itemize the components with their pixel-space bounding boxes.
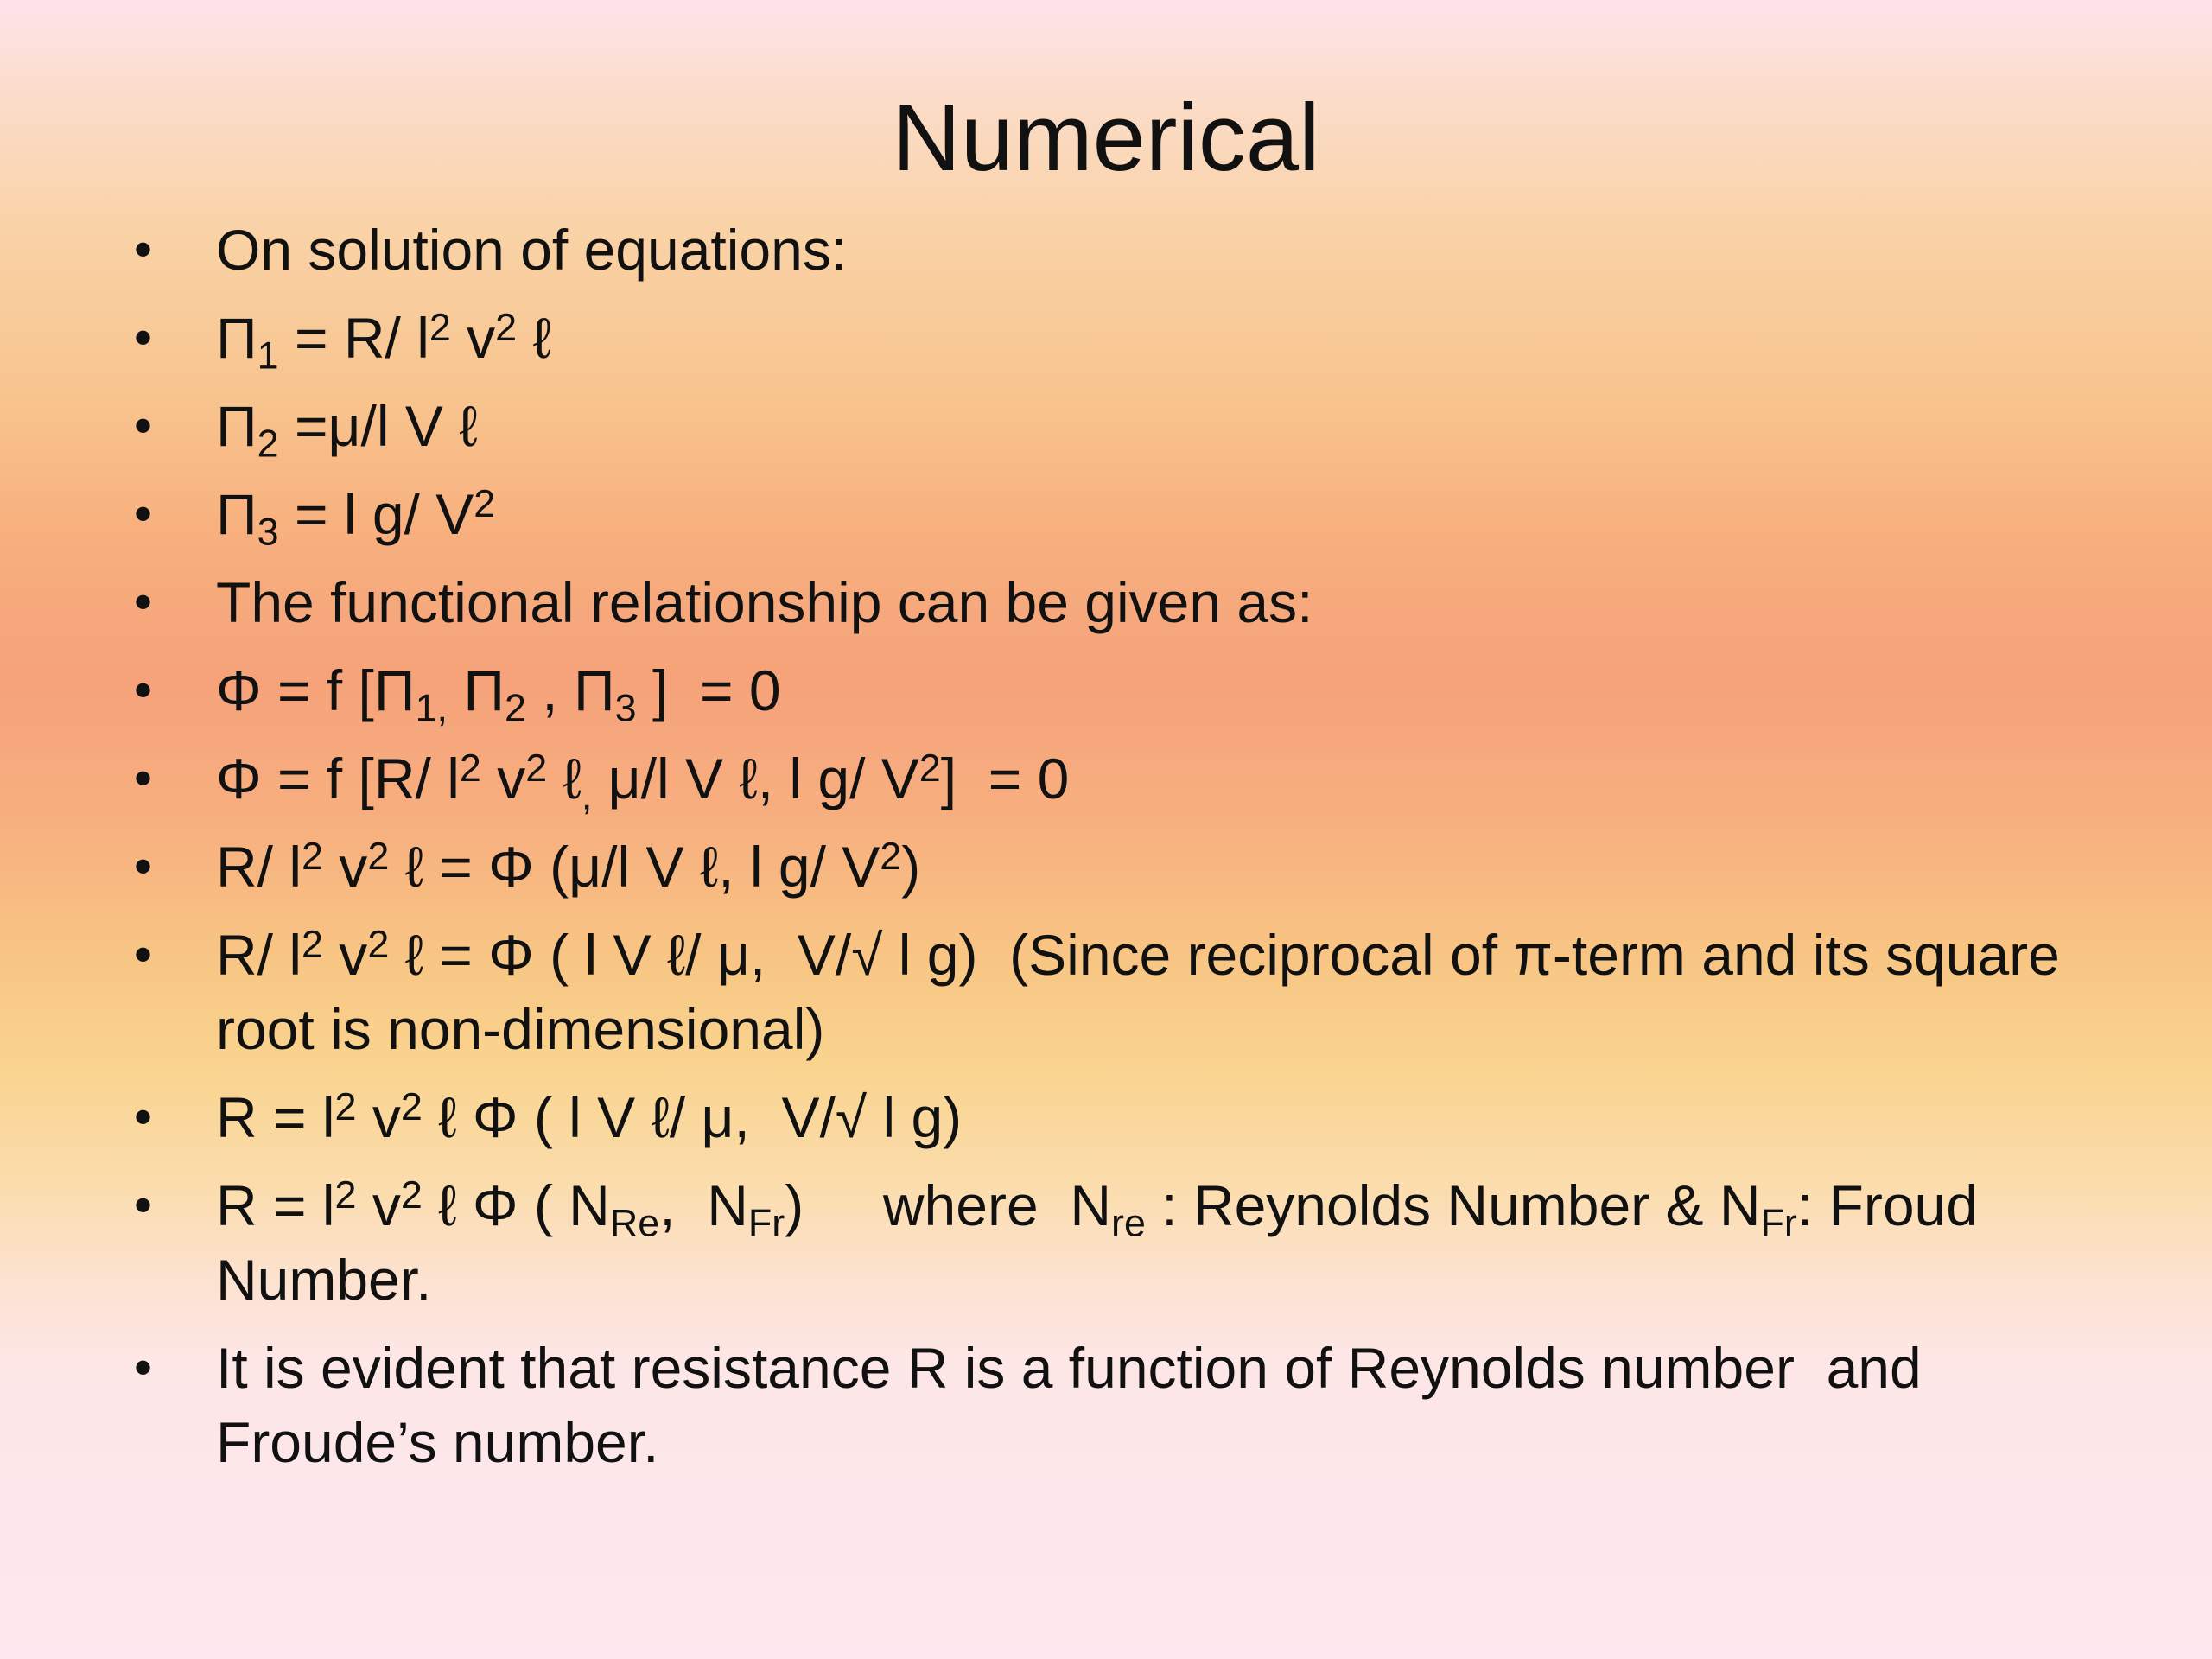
bullet-list xyxy=(125,213,2113,1493)
equation-part: μ/l V ℓ, l g/ V xyxy=(592,747,919,810)
reciprocal-equation xyxy=(216,918,2113,1066)
superscript: 2 xyxy=(918,745,941,790)
subscript: 3 xyxy=(614,685,637,730)
superscript: 2 xyxy=(334,1172,357,1217)
superscript: 2 xyxy=(400,1172,423,1217)
bullet-point: • xyxy=(134,308,153,366)
superscript: 2 xyxy=(400,1084,423,1128)
pi-symbol: Π xyxy=(216,306,257,370)
list-item xyxy=(125,1168,2113,1317)
equation-part: = R/ l xyxy=(278,306,429,370)
pi-symbol: Π xyxy=(216,394,257,458)
equation-part: v xyxy=(322,923,368,987)
equation-part: , Π xyxy=(525,658,615,722)
equation-part: : Froud Number. xyxy=(216,1173,1994,1312)
equation-part: ℓ xyxy=(547,747,582,810)
list-item xyxy=(125,741,2113,816)
superscript: 2 xyxy=(429,304,451,349)
superscript: 2 xyxy=(367,921,390,966)
bullet-point: • xyxy=(134,749,153,807)
superscript: 2 xyxy=(367,833,390,878)
superscript: 2 xyxy=(525,745,548,790)
superscript: 2 xyxy=(474,480,496,525)
bullet-text: On solution of equations: xyxy=(216,218,848,282)
superscript: 2 xyxy=(302,921,323,966)
superscript: 2 xyxy=(459,745,481,790)
equation-part: =μ/l V ℓ xyxy=(278,394,478,458)
subscript: Re xyxy=(609,1200,660,1245)
list-item xyxy=(125,477,2113,554)
equation-part: ℓ Φ ( l V ℓ/ μ, V/√ l g) xyxy=(422,1085,963,1149)
list-item xyxy=(125,213,2113,287)
equation-part: = l g/ V xyxy=(278,482,474,546)
pi-two-equation xyxy=(216,389,2113,466)
equation-part: ℓ Φ ( N xyxy=(422,1173,610,1237)
subscript: 2 xyxy=(257,421,279,466)
equation-part: ) where N xyxy=(785,1173,1111,1237)
equation-part: R = l xyxy=(216,1085,335,1149)
equation-part: R = l xyxy=(216,1173,335,1237)
list-item xyxy=(125,918,2113,1066)
bullet-point: • xyxy=(134,485,153,543)
bullet-text: It is evident that resistance R is a function of Reynolds number and Froude’s number. xyxy=(216,1336,1938,1474)
equation-part: Π xyxy=(448,658,505,722)
bullet-point: • xyxy=(134,1338,153,1396)
list-item xyxy=(125,301,2113,378)
list-item xyxy=(125,830,2113,904)
bullet-point: • xyxy=(134,573,153,631)
list-item xyxy=(125,565,2113,639)
bullet-point: • xyxy=(134,1176,153,1234)
phi-expanded-equation xyxy=(216,741,2113,816)
equation-part: v xyxy=(450,306,496,370)
equation-part: Φ = f [R/ l xyxy=(216,747,460,810)
equation-part: v xyxy=(480,747,526,810)
list-item xyxy=(125,653,2113,728)
subscript: Fr xyxy=(1760,1200,1797,1245)
bullet-point: • xyxy=(134,661,153,719)
phi-pi-equation xyxy=(216,653,2113,728)
equation-part: ] = 0 xyxy=(636,658,781,722)
reynolds-froude-equation xyxy=(216,1168,2113,1317)
equation-part: R/ l xyxy=(216,923,302,987)
slide-title: Numerical xyxy=(892,85,1320,191)
equation-part: ℓ = Φ (μ/l V ℓ, l g/ V xyxy=(389,835,880,899)
bullet-point: • xyxy=(134,837,153,895)
pi-one-equation xyxy=(216,301,2113,378)
subscript: 2 xyxy=(505,685,526,730)
equation-part: , N xyxy=(659,1173,748,1237)
subscript: re xyxy=(1111,1200,1146,1245)
subscript: 3 xyxy=(257,509,279,554)
equation-part: Φ = f [Π xyxy=(216,658,416,722)
subscript: 1, xyxy=(415,685,448,730)
superscript: 2 xyxy=(302,833,323,878)
equation-part: v xyxy=(356,1173,401,1237)
list-item xyxy=(125,1331,2113,1479)
equation-part: v xyxy=(356,1085,401,1149)
pi-three-equation xyxy=(216,477,2113,554)
equation-part: ℓ = Φ ( l V ℓ/ μ, V/√ l g) (Since reciprocal of π-term and its square root is non-dimensional) xyxy=(216,923,2076,1061)
pi-symbol: Π xyxy=(216,482,257,546)
superscript: 2 xyxy=(334,1084,357,1128)
equation-part: v xyxy=(322,835,368,899)
superscript: 2 xyxy=(495,304,518,349)
subscript: , xyxy=(581,773,593,818)
bullet-point: • xyxy=(134,397,153,454)
bullet-point: • xyxy=(134,220,153,278)
subscript: Fr xyxy=(747,1200,785,1245)
superscript: 2 xyxy=(880,833,902,878)
equation-part: ℓ xyxy=(517,306,551,370)
bullet-point: • xyxy=(134,1088,153,1146)
equation-part: : Reynolds Number & N xyxy=(1145,1173,1761,1237)
equation-part: ) xyxy=(901,835,921,899)
resistance-equation xyxy=(216,1080,2113,1154)
bullet-point: • xyxy=(134,925,153,983)
list-item xyxy=(125,1080,2113,1154)
resistance-phi-equation xyxy=(216,830,2113,904)
equation-part: ] = 0 xyxy=(940,747,1070,810)
subscript: 1 xyxy=(257,333,279,378)
equation-part: R/ l xyxy=(216,835,302,899)
list-item xyxy=(125,389,2113,466)
bullet-text: The functional relationship can be given as: xyxy=(216,570,1313,634)
